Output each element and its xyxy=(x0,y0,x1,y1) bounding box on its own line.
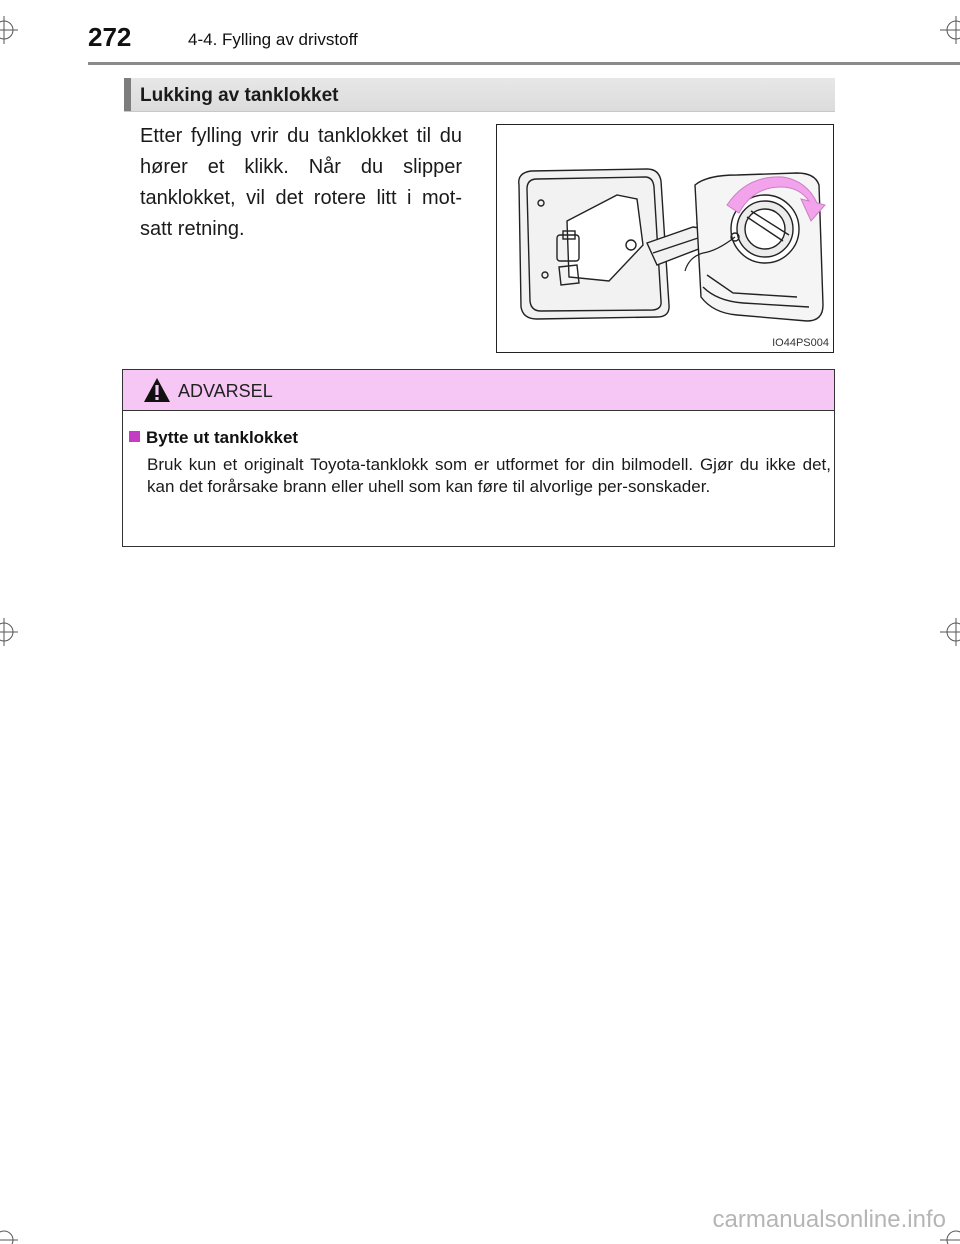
section-title: Lukking av tanklokket xyxy=(140,85,339,106)
section-heading xyxy=(124,78,835,112)
warning-title: ADVARSEL xyxy=(178,381,273,401)
bullet-square-icon xyxy=(129,431,140,442)
warning-item-title-text: Bytte ut tanklokket xyxy=(146,428,299,447)
watermark: carmanualsonline.info xyxy=(712,1206,946,1233)
figure-code: IO44PS004 xyxy=(772,337,829,349)
fuel-cap-closing-illustration xyxy=(497,125,835,354)
section-heading-bar xyxy=(124,78,131,111)
fuel-cap-figure xyxy=(496,124,834,353)
header-divider xyxy=(88,62,960,65)
warning-triangle-icon xyxy=(143,377,171,403)
warning-box xyxy=(122,369,835,547)
chapter-title: 4-4. Fylling av drivstoff xyxy=(188,30,358,49)
warning-item-title xyxy=(129,428,298,448)
warning-item-body: Bruk kun et originalt Toyota-tanklokk som er utformet for din bilmodell. Gjør du ikke det, kan det forårsake brann eller uhell som kan føre til alvorlige per-sonskader. xyxy=(147,455,831,496)
warning-header xyxy=(123,370,834,411)
page-number: 272 xyxy=(88,22,132,52)
section-body-text: Etter fylling vrir du tanklokket til du hører et klikk. Når du slipper tanklokket, vil det rotere litt i mot-satt retning. xyxy=(140,125,462,240)
